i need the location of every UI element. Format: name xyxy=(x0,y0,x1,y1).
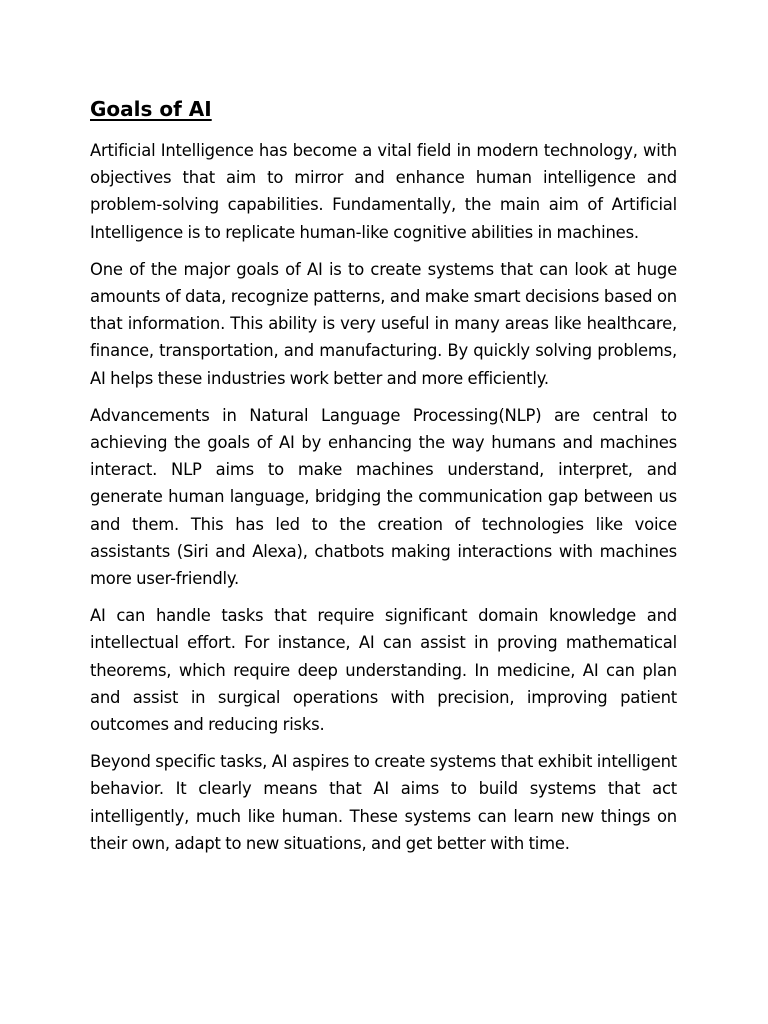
document-title: Goals of AI xyxy=(90,97,212,121)
paragraph-intelligent-behavior: Beyond specific tasks, AI aspires to create systems that exhibit intelligent behavior. It clearly means that AI aims to build systems that act intelligently, much like human. These systems can learn new things on their own, adapt to new situations, and get better with time. xyxy=(90,752,677,853)
paragraph-intro: Artificial Intelligence has become a vital field in modern technology, with objectives that aim to mirror and enhance human intelligence and problem-solving capabilities. Fundamentally, the main aim of Artificial Intelligence is to replicate human-like cognitive abilities in machines. xyxy=(90,141,677,242)
paragraph-nlp: Advancements in Natural Language Processing(NLP) are central to achieving the goals of AI by enhancing the way humans and machines interact. NLP aims to make machines understand, interpret, and generate human language, bridging the communication gap between us and them. This has led to the creation of technologies like voice assistants (Siri and Alexa), chatbots making interactions with machines more user-friendly. xyxy=(90,405,677,589)
document-page xyxy=(90,92,677,867)
paragraph-data-analysis: One of the major goals of AI is to create systems that can look at huge amounts of data, recognize patterns, and make smart decisions based on that information. This ability is very useful in many areas like healthcare, finance, transportation, and manufacturing. By quickly solving problems, AI helps these industries work better and more efficiently. xyxy=(90,259,677,388)
paragraph-domain-tasks: AI can handle tasks that require significant domain knowledge and intellectual effort. For instance, AI can assist in proving mathematical theorems, which require deep understanding. In medicine, AI can plan and assist in surgical operations with precision, improving patient outcomes and reducing risks. xyxy=(90,606,677,735)
